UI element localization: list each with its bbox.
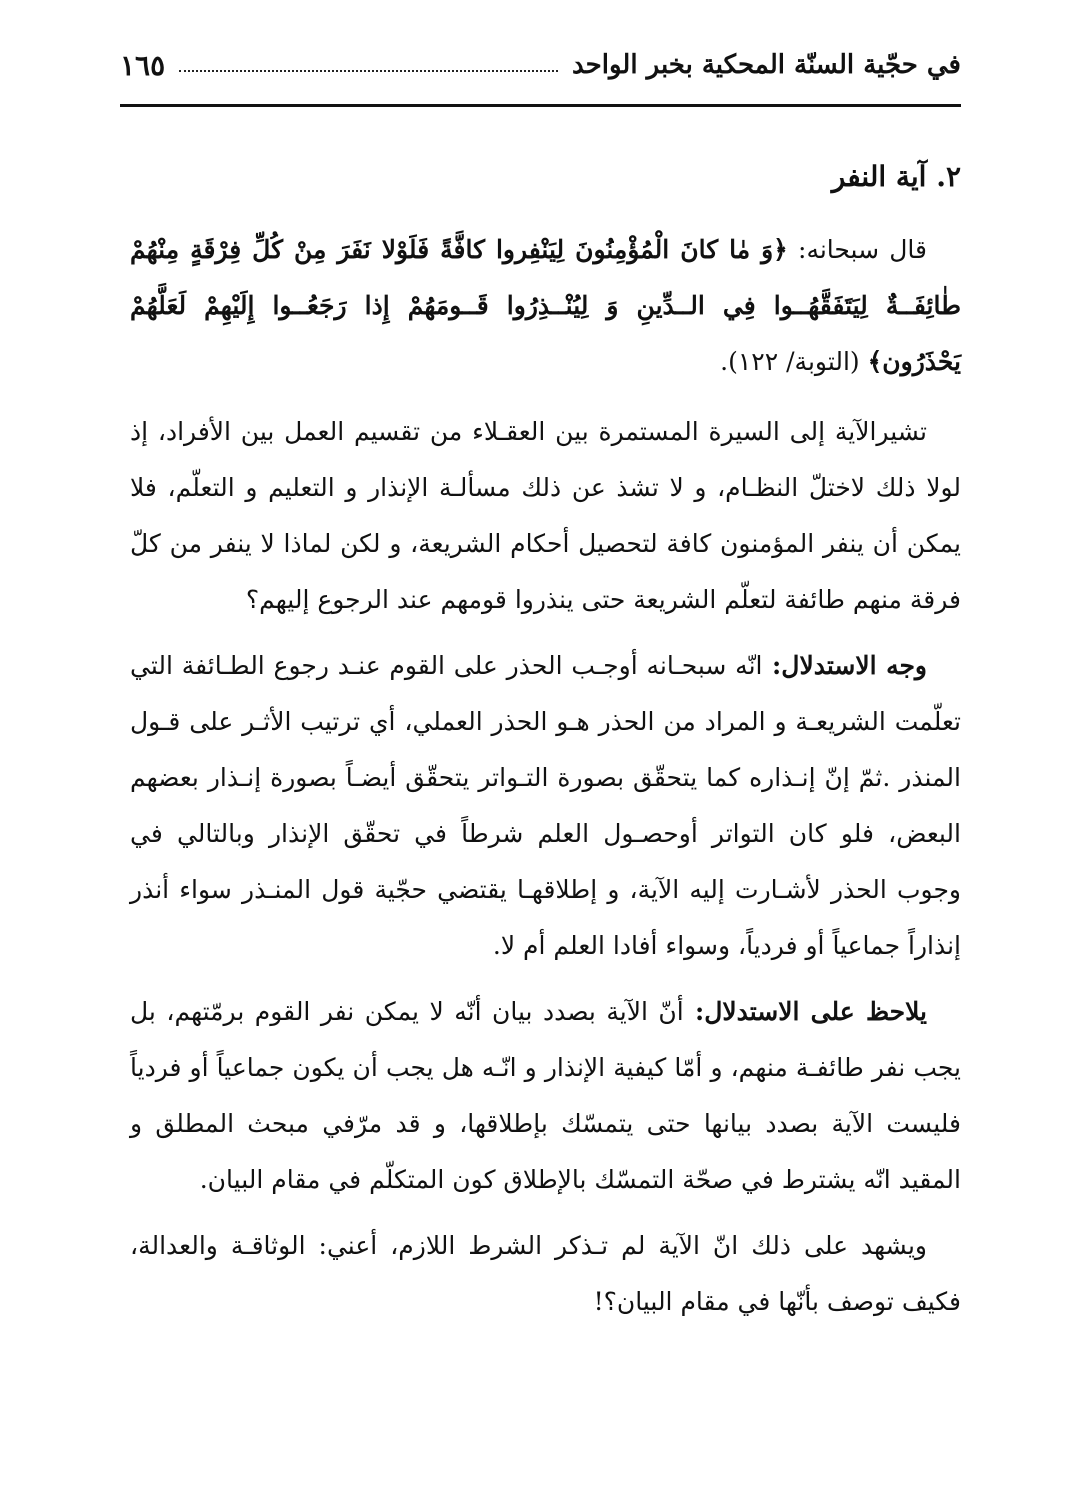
- paragraph-lead: وجه الاستدلال:: [762, 651, 927, 680]
- paragraph-text: انّه سبحـانه أوجـب الحذر على القوم عنـد رجوع الطـائفة التي تعلّمت الشريعـة و المراد من الحذر هـو الحذر العملي، أي ترتيب الأثـر على قـول المنذر .ثمّ إنّ إنـذاره كما يتحقّق بصورة التـواتر يتحقّق أيضـاً بصورة إنـذار بعضهم البعض، فلو كان التواتر أوحصـول العلم شرطاً في تحقّق الإنذار وبالتالي في وجوب الحذر لأشـارت إليه الآية، و إطلاقهـا يقتضي حجّية قول المنـذر سواء أنذر إنذاراً جماعياً أو فردياً، وسواء أفادا العلم أم لا.: [130, 651, 961, 960]
- header-divider: [120, 104, 961, 107]
- paragraph-text: ويشهد على ذلك انّ الآية لم تـذكر الشرط اللازم، أعني: الوثاقـة والعدالة، فكيف توصف بأنّها في مقام البيان؟!: [130, 1231, 961, 1316]
- paragraph-4: [130, 1218, 961, 1330]
- verse-intro: قال سبحانه:: [787, 235, 928, 264]
- paragraph-3: [130, 984, 961, 1208]
- body-text: [130, 222, 961, 1340]
- paragraph-text: أنّ الآية بصدد بيان أنّه لا يمكن نفر القوم برمّتهم، بل يجب نفر طائفـة منهم، و أمّا كيفية الإنذار و انّـه هل يجب أن يكون جماعياً أو فردياً فليست الآية بصدد بيانها حتى يتمسّك بإطلاقها، و قد مرّفي مبحث المطلق و المقيد انّه يشترط في صحّة التمسّك بالإطلاق كون المتكلّم في مقام البيان.: [130, 997, 961, 1194]
- running-header-title: في حجّية السنّة المحكية بخبر الواحد: [572, 50, 961, 80]
- section-heading: ٢. آية النفر: [831, 160, 961, 193]
- quran-verse: ﴿وَ مٰا كانَ الْمُؤْمِنُونَ لِيَنْفِروا كافَّةً فَلَوْلا نَفَرَ مِنْ كُلِّ فِرْقَةٍ مِنْهُمْ طٰائِفَــةٌ لِيَتَفَقَّهُــوا فِي الــدِّينِ وَ لِيُنْــذِرُوا قَــومَهُمْ إِذا رَجَعُــوا إِلَيْهِمْ لَعَلَّهُمْ يَحْذَرُون﴾: [130, 235, 961, 376]
- paragraph-2: [130, 638, 961, 974]
- verse-citation: (التوبة/ ١٢٢).: [720, 347, 868, 376]
- verse-paragraph: [130, 222, 961, 390]
- paragraph-1: [130, 404, 961, 628]
- page-number: ١٦٥: [120, 48, 166, 82]
- paragraph-lead: يلاحظ على الاستدلال:: [683, 997, 927, 1026]
- running-header: [120, 40, 961, 90]
- paragraph-text: تشيرالآية إلى السيرة المستمرة بين العقـلاء من تقسيم العمل بين الأفراد، إذ لولا ذلك لاختلّ النظـام، و لا تشذ عن ذلك مسألـة الإنذار و التعليم و التعلّم، فلا يمكن أن ينفر المؤمنون كافة لتحصيل أحكام الشريعة، و لكن لماذا لا ينفر من كلّ فرقة منهم طائفة لتعلّم الشريعة حتى ينذروا قومهم عند الرجوع إليهم؟: [130, 417, 961, 614]
- dotted-leader: [179, 70, 558, 72]
